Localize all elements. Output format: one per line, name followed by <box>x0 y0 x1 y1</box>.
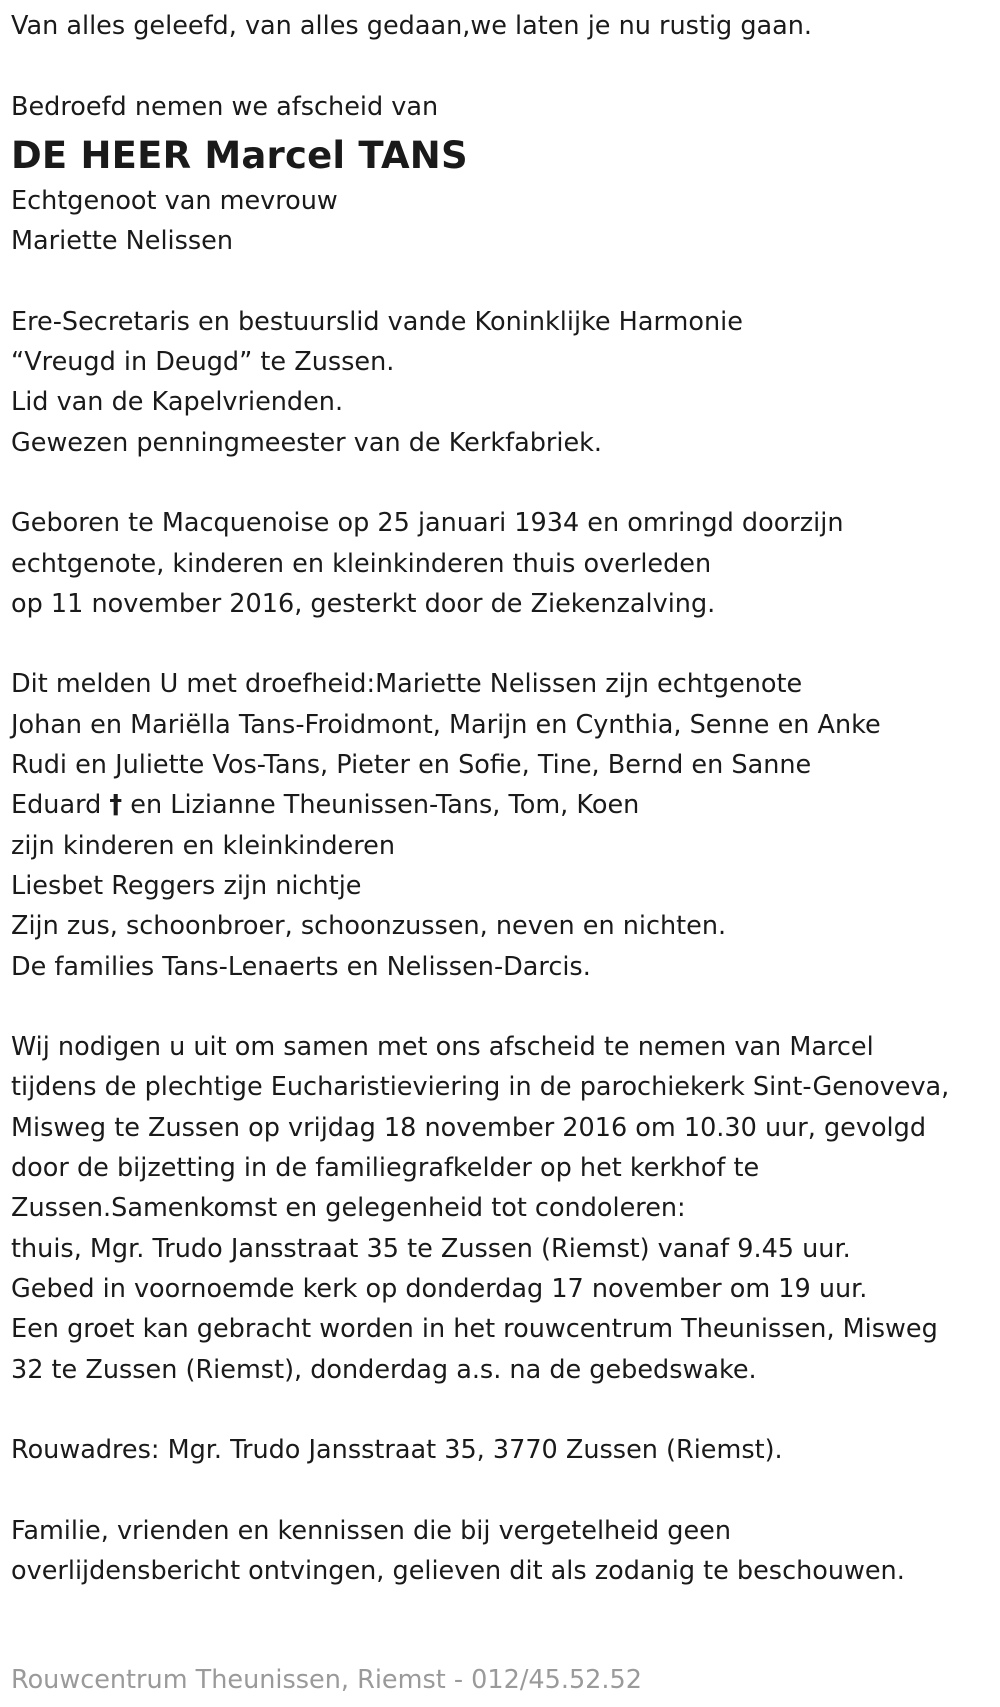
family-line <box>11 785 1000 825</box>
life-line: Geboren te Macquenoise op 25 januari 1934 en omringd doorzijn <box>11 508 844 539</box>
ceremony-line: Wij nodigen u uit om samen met ons afscheid te nemen van Marcel <box>11 1032 874 1063</box>
ceremony-line: 32 te Zussen (Riemst), donderdag a.s. na de gebedswake. <box>11 1354 757 1385</box>
cross-icon: † <box>109 790 123 821</box>
life-line: op 11 november 2016, gesterkt door de Ziekenzalving. <box>11 588 716 619</box>
family-line: Zijn zus, schoonbroer, schoonzussen, neven en nichten. <box>11 911 727 942</box>
role-line: Gewezen penningmeester van de Kerkfabriek. <box>11 427 603 458</box>
spouse-name: Mariette Nelissen <box>11 226 234 257</box>
spouse-label: Echtgenoot van mevrouw <box>11 185 338 216</box>
ceremony-line: Gebed in voornoemde kerk op donderdag 17 november om 19 uur. <box>11 1273 868 1304</box>
family-line: Dit melden U met droefheid:Mariette Nelissen zijn echtgenote <box>11 669 803 700</box>
funeral-home-footer: Rouwcentrum Theunissen, Riemst - 012/45.52.52 <box>11 1665 642 1695</box>
life-block <box>11 503 1000 624</box>
ceremony-block <box>11 1027 1000 1390</box>
family-line-end: en Lizianne Theunissen-Tans, Tom, Koen <box>122 790 640 821</box>
spacer <box>11 1390 1000 1430</box>
ceremony-line: tijdens de plechtige Eucharistieviering in de parochiekerk Sint-Genoveva, <box>11 1072 950 1103</box>
family-line: Liesbet Reggers zijn nichtje <box>11 870 362 901</box>
closing-line: overlijdensbericht ontvingen, gelieven dit als zodanig te beschouwen. <box>11 1555 905 1586</box>
spacer <box>11 463 1000 503</box>
family-line: Johan en Mariëlla Tans-Froidmont, Marijn en Cynthia, Senne en Anke <box>11 709 881 740</box>
role-line: “Vreugd in Deugd” te Zussen. <box>11 347 395 378</box>
spacer <box>11 261 1000 301</box>
spacer <box>11 1470 1000 1510</box>
ceremony-line: Zussen.Samenkomst en gelegenheid tot condoleren: <box>11 1193 686 1224</box>
closing-line: Familie, vrienden en kennissen die bij vergetelheid geen <box>11 1515 731 1546</box>
deceased-name: DE HEER Marcel TANS <box>11 133 468 177</box>
farewell-intro: Bedroefd nemen we afscheid van <box>11 91 439 122</box>
closing-block <box>11 1511 1000 1592</box>
ceremony-line: door de bijzetting in de familiegrafkelder op het kerkhof te <box>11 1153 760 1184</box>
life-line: echtgenote, kinderen en kleinkinderen thuis overleden <box>11 548 712 579</box>
family-line-start: Eduard <box>11 790 110 821</box>
spacer <box>11 46 1000 86</box>
spacer <box>11 624 1000 664</box>
role-line: Ere-Secretaris en bestuurslid vande Koninklijke Harmonie <box>11 306 743 337</box>
role-line: Lid van de Kapelvrienden. <box>11 387 344 418</box>
ceremony-line: thuis, Mgr. Trudo Jansstraat 35 te Zussen (Riemst) vanaf 9.45 uur. <box>11 1233 851 1264</box>
opening-verse: Van alles geleefd, van alles gedaan,we laten je nu rustig gaan. <box>11 11 813 41</box>
family-line: De families Tans-Lenaerts en Nelissen-Darcis. <box>11 951 591 982</box>
spacer <box>11 987 1000 1027</box>
ceremony-line: Misweg te Zussen op vrijdag 18 november 2016 om 10.30 uur, gevolgd <box>11 1112 926 1143</box>
family-block <box>11 664 1000 986</box>
family-line: zijn kinderen en kleinkinderen <box>11 830 395 861</box>
family-line: Rudi en Juliette Vos-Tans, Pieter en Sofie, Tine, Bernd en Sanne <box>11 750 812 781</box>
roles-block <box>11 302 1000 463</box>
ceremony-line: Een groet kan gebracht worden in het rouwcentrum Theunissen, Misweg <box>11 1314 938 1345</box>
mourning-address: Rouwadres: Mgr. Trudo Jansstraat 35, 3770 Zussen (Riemst). <box>11 1435 783 1466</box>
